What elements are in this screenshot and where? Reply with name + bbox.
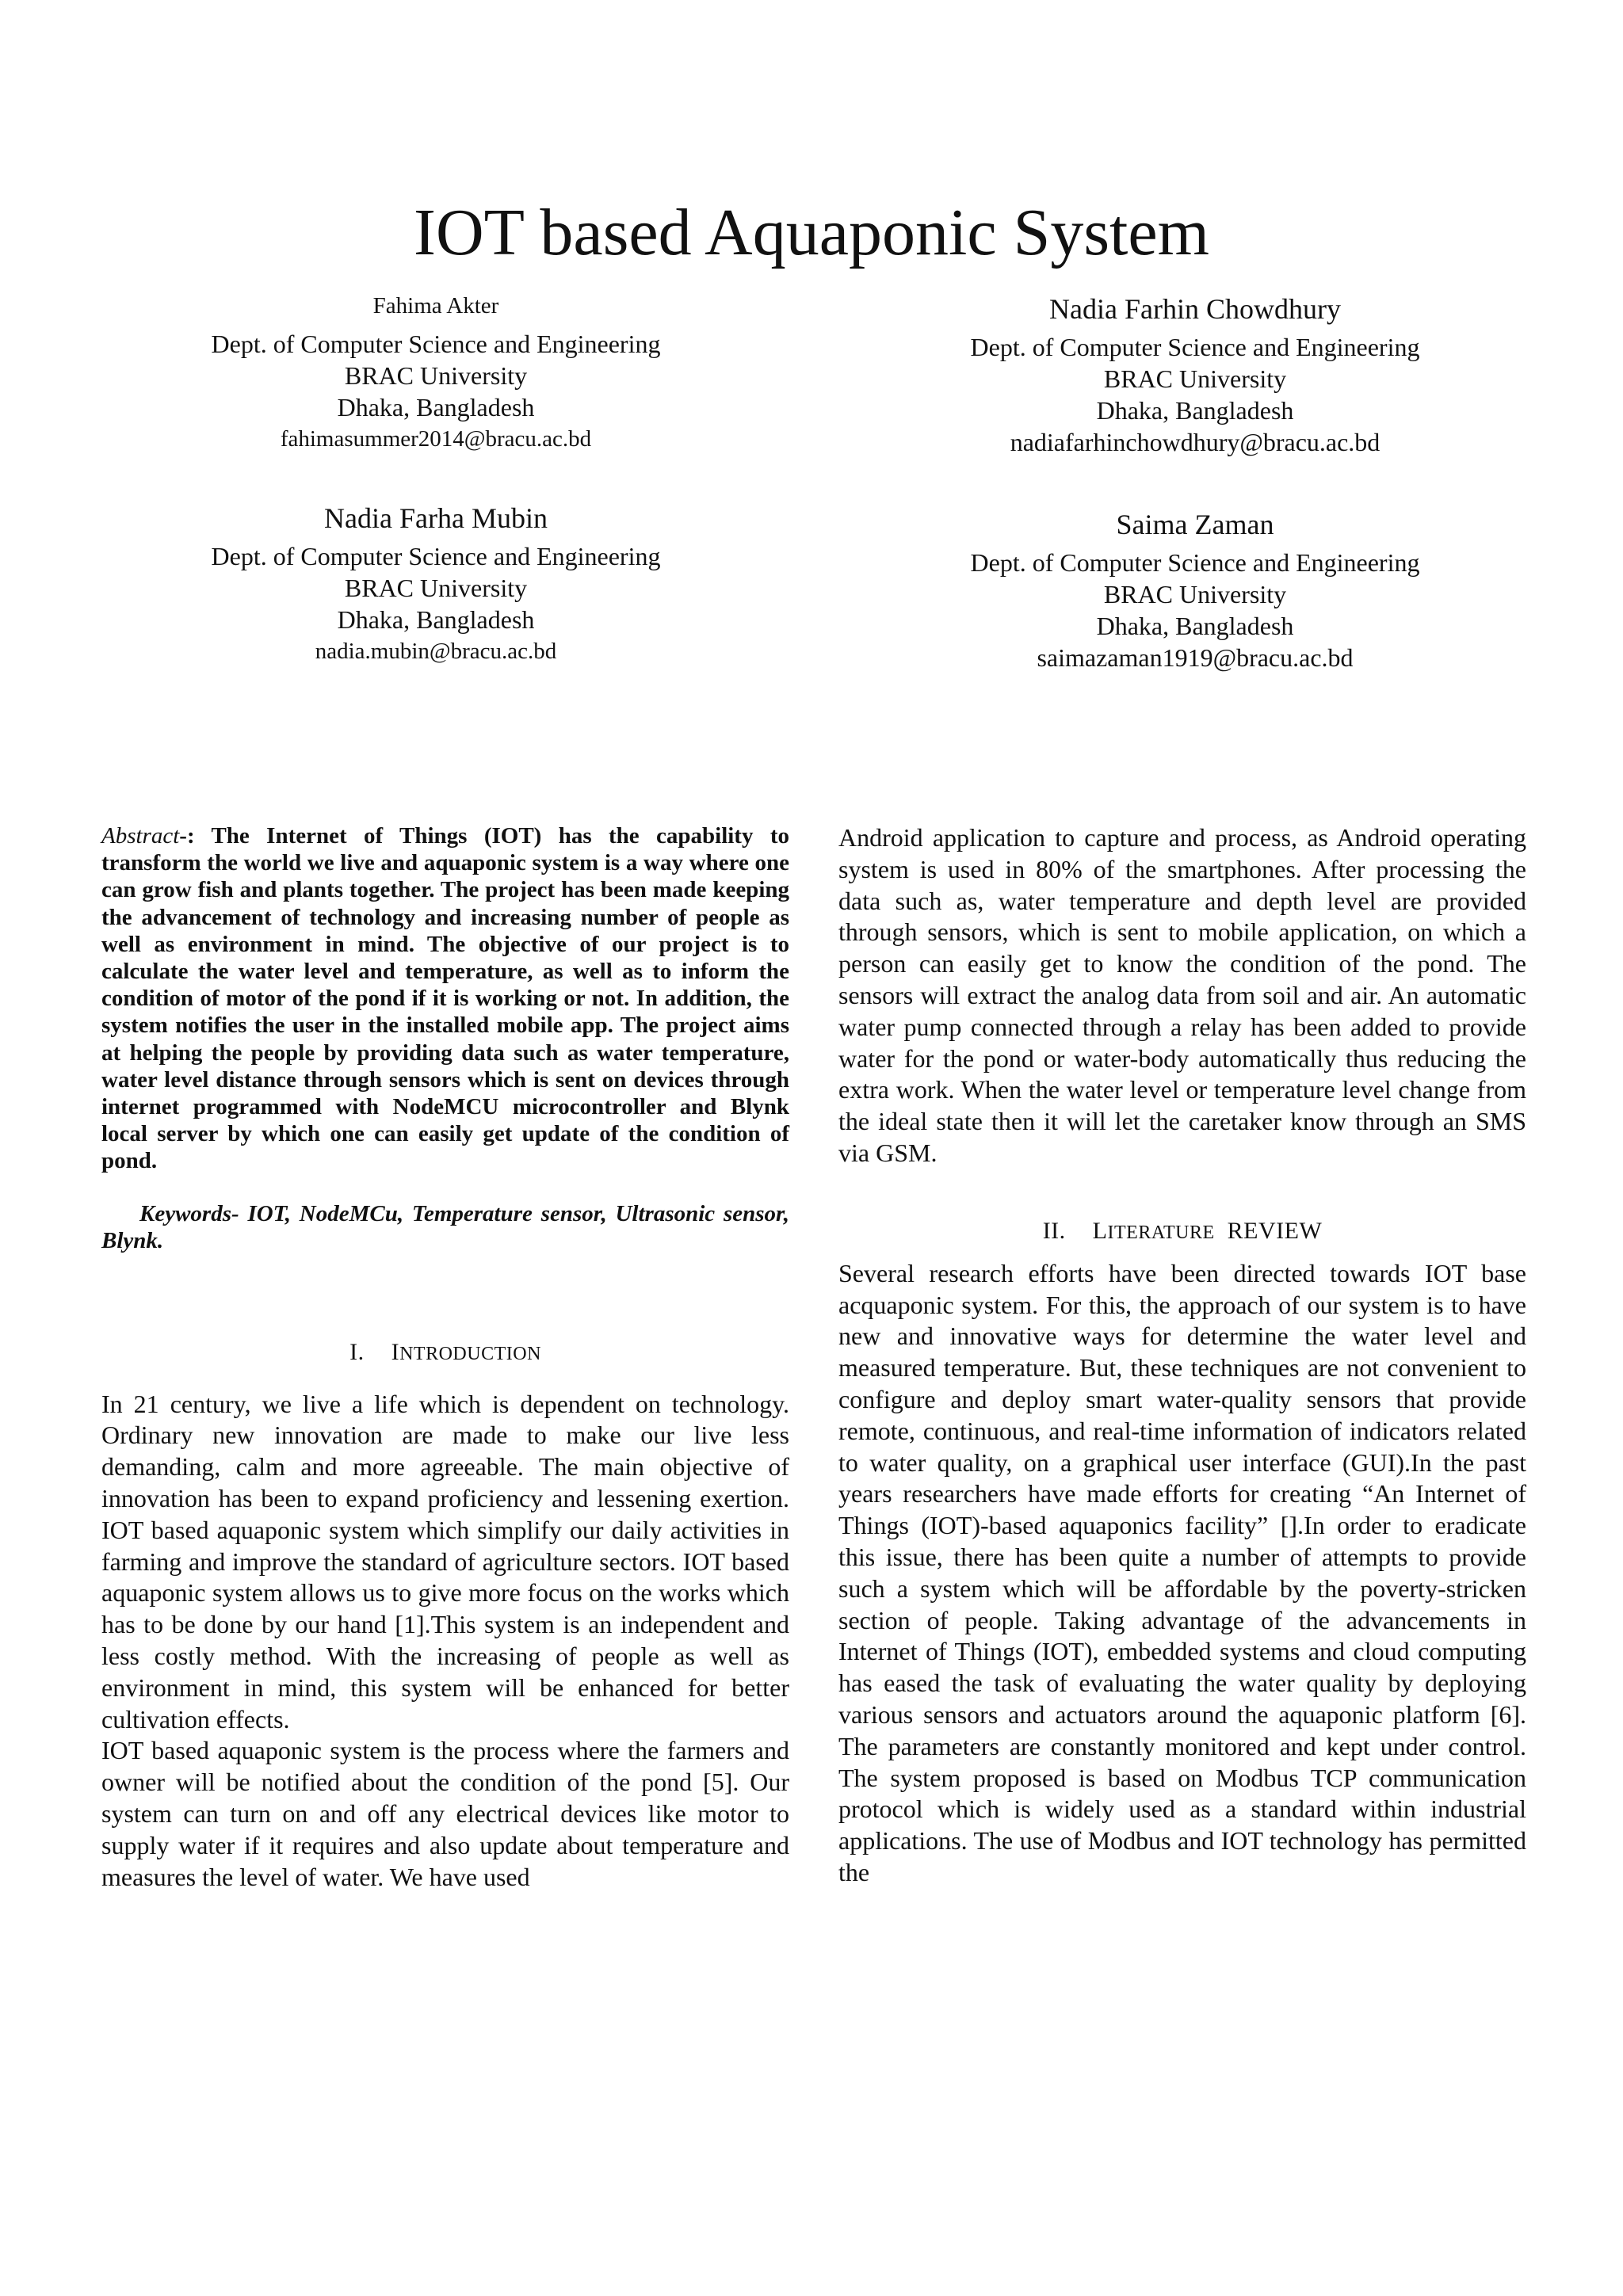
author-name: Nadia Farhin Chowdhury: [1049, 293, 1341, 325]
author-email: saimazaman1919@bracu.ac.bd: [1037, 643, 1354, 672]
section-heading-literature-review: II. LITERATURE REVIEW: [1042, 1217, 1323, 1244]
section-heading-introduction: I. INTRODUCTION: [349, 1338, 541, 1365]
left-column: [101, 822, 789, 1893]
author-name: Fahima Akter: [372, 293, 499, 318]
abstract-label: Abstract: [101, 823, 180, 849]
abstract-dash: -:: [179, 823, 195, 849]
author-name: Saima Zaman: [1116, 509, 1274, 540]
right-column: [838, 822, 1526, 1889]
author-location: Dhaka, Bangladesh: [337, 393, 535, 421]
keywords: Keywords- IOT, NodeMCu, Temperature sensor, Ultrasonic sensor, Blynk.: [101, 1200, 789, 1253]
author-block: [87, 288, 785, 455]
author-location: Dhaka, Bangladesh: [1096, 612, 1294, 640]
intro-paragraph-2: IOT based aquaponic system is the process where the farmers and owner will be notified about the condition of the pond [5]. Our system can turn on and off any electrical devices like motor to supply water if it requires and also update about temperature and measures the level of water. We have used: [101, 1736, 789, 1891]
author-block: [87, 501, 785, 667]
author-university: BRAC University: [344, 361, 528, 390]
intro-continuation: Android application to capture and process, as Android operating system is used in 80% of the smartphones. After processing the data such as, water temperature and depth level are provided through sensors, which is sent to mobile application, on which a person can easily get to know the condition of the pond. The sensors will extract the analog data from soil and air. An automatic water pump connected through a relay has been added to provide water for the pond or water-body automatically thus reducing the extra work. When the water level or temperature level change from the ideal state then it will let the caretaker know through an SMS via GSM.: [838, 823, 1526, 1167]
author-university: BRAC University: [344, 574, 528, 602]
author-dept: Dept. of Computer Science and Engineering: [211, 542, 661, 570]
author-dept: Dept. of Computer Science and Engineering: [211, 330, 661, 358]
author-email: fahimasummer2014@bracu.ac.bd: [280, 426, 592, 452]
author-university: BRAC University: [1103, 364, 1287, 393]
author-dept: Dept. of Computer Science and Engineering: [970, 548, 1420, 577]
literature-paragraph: Several research efforts have been directed towards IOT base acquaponic system. For this, the approach of our system is to have new and innovative ways for determine the water level and measured temperature. But, these techniques are not convenient to configure and deploy smart water-quality sensors that provide remote, continuous, and real-time information of indicators related to water quality, on a graphical user interface (GUI).In the past years researchers have made efforts for creating “An Internet of Things (IOT)-based aquaponics facility” [].In order to eradicate this issue, there has been quite a number of attempts to provide such a system which will be affordable by the poverty-stricken section of people. Taking advantage of the advancements in Internet of Things (IOT), embedded systems and cloud computing has eased the task of evaluating the water quality by deploying various sensors and actuators around the aquaponic platform [6]. The parameters are constantly monitored and kept under control. The system proposed is based on Modbus TCP communication protocol which is widely used as a standard within industrial applications. The use of Modbus and IOT technology has permitted the: [838, 1258, 1526, 1886]
abstract-text: The Internet of Things (IOT) has the capability to transform the world we live and aquaponic system is a way where one can grow fish and plants together. The project has been made keeping the advancement of technology and increasing number of people as well as environment in mind. The objective of our project is to calculate the water level and temperature, as well as to inform the condition of motor of the pond if it is working or not. In addition, the system notifies the user in the installed mobile app. The project aims at helping the people by providing data such as water temperature, water level distance through sensors which is sent on devices through internet programmed with NodeMCU microcontroller and Blynk local server by which one can easily get update of the condition of pond.: [101, 823, 789, 1174]
author-dept: Dept. of Computer Science and Engineering: [970, 333, 1420, 361]
author-name: Nadia Farha Mubin: [324, 502, 548, 534]
paper-title: IOT based Aquaponic System: [414, 196, 1209, 270]
author-email: nadia.mubin@bracu.ac.bd: [315, 639, 557, 664]
author-location: Dhaka, Bangladesh: [1096, 396, 1294, 425]
author-email: nadiafarhinchowdhury@bracu.ac.bd: [1010, 428, 1381, 456]
abstract: [101, 822, 789, 1175]
intro-paragraph-1: In 21 century, we live a life which is dependent on technology. Ordinary new innovation are made to make our live less demanding, calm and more agreeable. The main objective of innovation has been to expand proficiency and lessening exertion. IOT based aquaponic system which simplify our daily activities in farming and improve the standard of agriculture sectors. IOT based aquaponic system allows us to give more focus on the works which has to be done by our hand [1].This system is an independent and less costly method. With the increasing of people as well as environment in mind, this system will be enhanced for better cultivation effects.: [101, 1389, 789, 1733]
author-block: [846, 507, 1544, 673]
author-block: [846, 292, 1544, 458]
author-location: Dhaka, Bangladesh: [337, 605, 535, 634]
author-university: BRAC University: [1103, 580, 1287, 608]
